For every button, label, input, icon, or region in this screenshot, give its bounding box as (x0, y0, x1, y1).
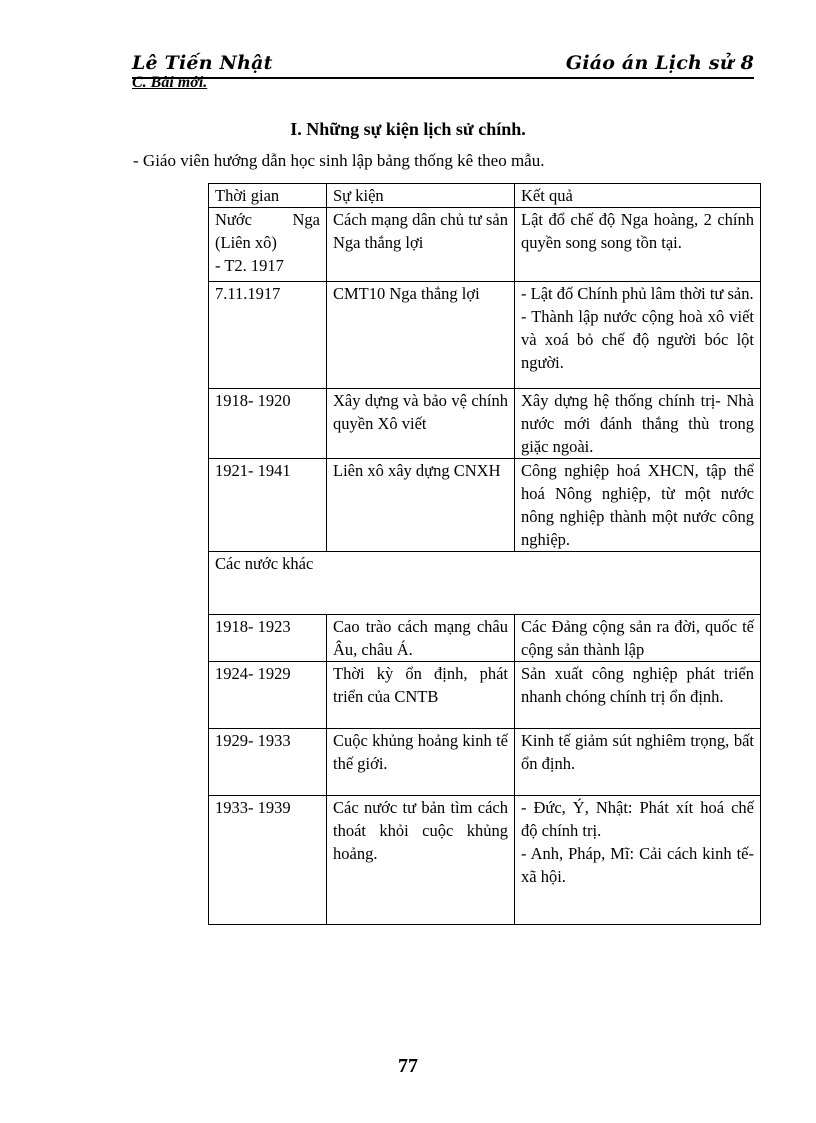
cell-text: Sản xuất công nghiệp phát triển nhanh chóng chính trị ổn định. (521, 664, 754, 706)
cell-text: 1918- 1923 (215, 617, 291, 636)
table-row (209, 282, 761, 389)
cell-text: - Lật đổ Chính phủ lâm thời tư sản. (521, 284, 754, 303)
cell-time (209, 729, 327, 796)
cell-result (515, 208, 761, 282)
cell-text: 1929- 1933 (215, 731, 291, 750)
cell-text: Công nghiệp hoá XHCN, tập thể hoá Nông nghiệp, từ một nước nông nghiệp thành một nước công nghiệp. (521, 461, 754, 549)
header-rule (132, 77, 754, 79)
table-row (209, 459, 761, 552)
cell-text: - Anh, Pháp, Mĩ: Cải cách kinh tế- xã hội. (521, 844, 754, 886)
cell-text: Kinh tế giảm sút nghiêm trọng, bất ổn định. (521, 731, 754, 773)
intro-text: - Giáo viên hướng dẫn học sinh lập bảng thống kê theo mẫu. (133, 151, 545, 170)
page-heading: I. Những sự kiện lịch sử chính. (290, 119, 526, 139)
cell-text: 7.11.1917 (215, 284, 281, 303)
cell-event: Liên xô xây dựng CNXH (327, 459, 515, 552)
cell-time (209, 796, 327, 925)
table-row (209, 662, 761, 729)
cell-text: 1924- 1929 (215, 664, 291, 683)
cell-text: Xây dựng hệ thống chính trị- Nhà nước mới đánh thắng thù trong giặc ngoài. (521, 391, 754, 456)
cell-event: Các nước tư bản tìm cách thoát khỏi cuộc khủng hoảng. (327, 796, 515, 925)
cell-text: 1933- 1939 (215, 798, 291, 817)
cell-event: Cuộc khủng hoảng kinh tế thế giới. (327, 729, 515, 796)
cell-event: Cao trào cách mạng châu Âu, châu Á. (327, 615, 515, 662)
cell-result (515, 662, 761, 729)
page-header (132, 52, 754, 76)
table-header-row (209, 184, 761, 208)
cell-text: Nước Nga (Liên xô) (215, 210, 320, 252)
cell-time (209, 662, 327, 729)
cell-result (515, 282, 761, 389)
section-title: C. Bài mới. (132, 74, 208, 91)
cell-text: - Đức, Ý, Nhật: Phát xít hoá chế độ chính trị. (521, 798, 754, 840)
cell-result (515, 796, 761, 925)
table-row (209, 729, 761, 796)
cell-time (209, 282, 327, 389)
column-header-time: Thời gian (209, 184, 327, 208)
cell-time (209, 389, 327, 459)
cell-event: CMT10 Nga thắng lợi (327, 282, 515, 389)
cell-time (209, 208, 327, 282)
cell-text: Lật đổ chế độ Nga hoàng, 2 chính quyền song song tồn tại. (521, 210, 754, 252)
cell-result (515, 729, 761, 796)
header-subject: Giáo án Lịch sử 8 (565, 52, 754, 74)
cell-event: Cách mạng dân chủ tư sản Nga thắng lợi (327, 208, 515, 282)
cell-text: 1921- 1941 (215, 461, 291, 480)
cell-event: Xây dựng và bảo vệ chính quyền Xô viết (327, 389, 515, 459)
table-section-row (209, 552, 761, 615)
cell-text: 1918- 1920 (215, 391, 291, 410)
table-row (209, 796, 761, 925)
cell-text: - Thành lập nước cộng hoà xô viết và xoá bỏ chế độ người bóc lột người. (521, 307, 754, 372)
cell-text: - T2. 1917 (215, 256, 284, 275)
column-header-event: Sự kiện (327, 184, 515, 208)
cell-result (515, 389, 761, 459)
events-table (208, 183, 761, 925)
cell-event: Thời kỳ ổn định, phát triển của CNTB (327, 662, 515, 729)
table-row (209, 615, 761, 662)
cell-time (209, 615, 327, 662)
page-number: 77 (398, 1055, 418, 1077)
table-row (209, 389, 761, 459)
cell-text: Các Đảng cộng sản ra đời, quốc tế cộng sản thành lập (521, 617, 754, 659)
header-author: Lê Tiến Nhật (132, 52, 273, 74)
cell-result (515, 615, 761, 662)
table-row (209, 208, 761, 282)
column-header-result: Kết quả (515, 184, 761, 208)
section-label-cell: Các nước khác (209, 552, 761, 615)
cell-time (209, 459, 327, 552)
cell-result (515, 459, 761, 552)
